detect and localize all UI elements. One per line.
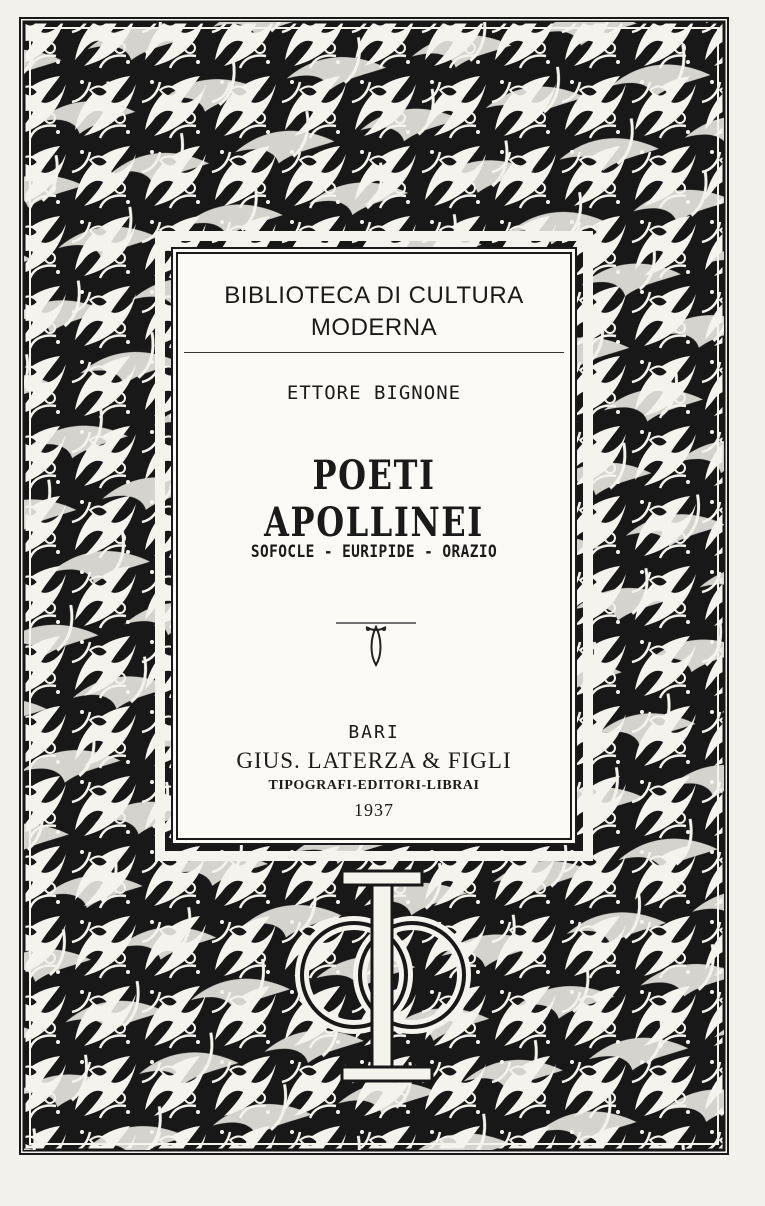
divider (184, 352, 564, 353)
publisher-name: GIUS. LATERZA & FIGLI (236, 748, 512, 773)
publisher-tagline: TIPOGRAFI-EDITORI-LIBRAI (268, 778, 480, 793)
author-name: ETTORE BIGNONE (286, 382, 462, 404)
publisher-city: BARI (348, 722, 400, 743)
series-line-2: MODERNA (310, 314, 438, 341)
title-panel (176, 252, 572, 840)
publication-year: 1937 (354, 800, 394, 820)
series-line-1: BIBLIOTECA DI CULTURA (224, 282, 524, 309)
book-title: POETI APOLLINEI (264, 452, 484, 546)
book-subtitle: SOFOCLE - EURIPIDE - ORAZIO (250, 542, 498, 562)
series-title (178, 280, 570, 344)
fleuron-icon (336, 619, 416, 669)
